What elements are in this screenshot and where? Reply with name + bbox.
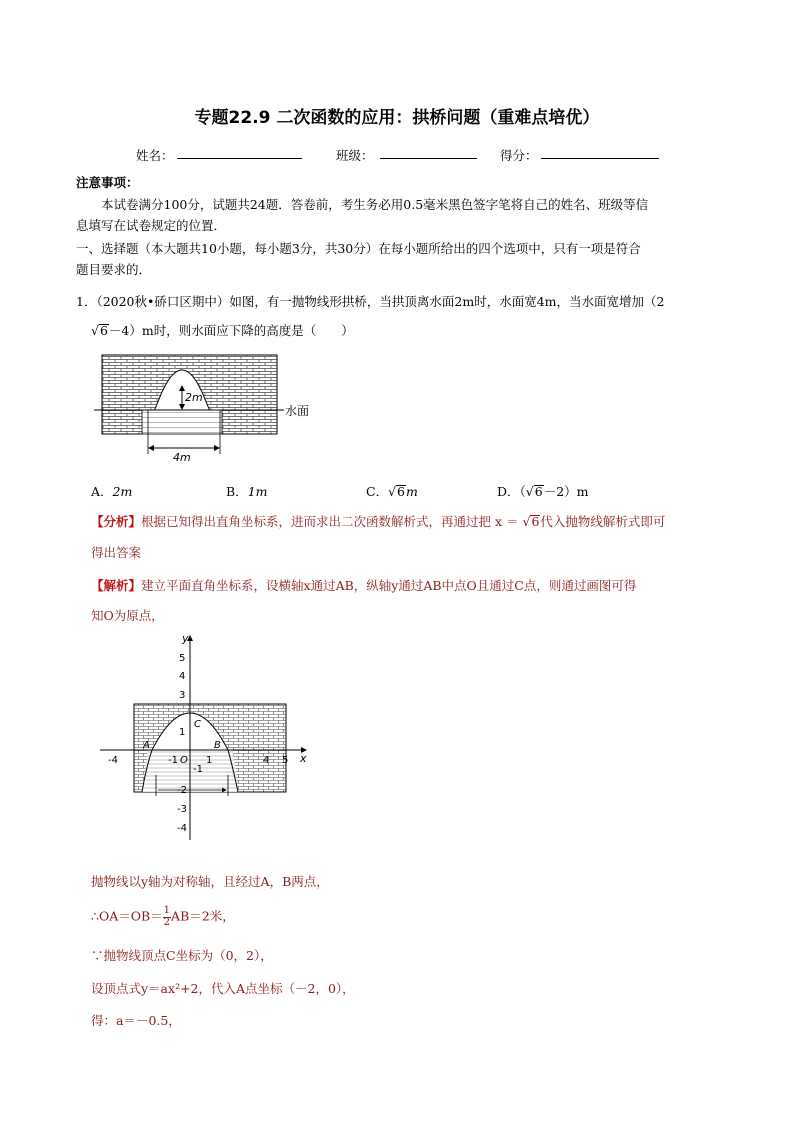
class-label: 班级： [336, 148, 374, 163]
fraction: $\frac{1}{2}$ [163, 905, 171, 928]
class-field[interactable] [380, 158, 477, 159]
option-d[interactable]: D．（√6－2）m [497, 484, 589, 499]
score-field[interactable] [541, 158, 659, 159]
bridge-figure [94, 350, 324, 462]
svg-text:-1: -1 [193, 764, 203, 775]
analysis-line-1: 【分析】根据已知得出直角坐标系，进而求出二次函数解析式，再通过把 x ＝ √6代入抛物线解析式即可 [91, 514, 666, 529]
question-1-line-2: √6－4）m时，则水面应下降的高度是（ ） [91, 323, 354, 338]
svg-text:5: 5 [179, 653, 186, 664]
page-title: 专题22.9 二次函数的应用：拱桥问题（重难点培优） [194, 108, 600, 128]
svg-text:O: O [180, 755, 188, 766]
width-label: 4m [173, 451, 191, 462]
step-2: ∴OA＝OB＝ $\frac{1}{2}$ AB＝2米， [91, 905, 235, 928]
svg-text:5: 5 [282, 755, 289, 766]
option-c[interactable]: C．√6m [366, 484, 418, 499]
notes-line-1: 本试卷满分100分，试题共24题．答卷前，考生务必用0.5毫米黑色签字笔将自己的姓名、班级等信 [101, 197, 649, 212]
question-text-2: －4）m时，则水面应下降的高度是（ ） [108, 323, 354, 338]
svg-text:-3: -3 [177, 804, 187, 815]
water-area [142, 410, 222, 434]
question-text-1: （2020秋•硚口区期中）如图，有一抛物线形拱桥，当拱顶离水面2m时，水面宽4m，当水面宽增加（2 [96, 294, 665, 309]
section-line-1: 一、选择题（本大题共10小题，每小题3分，共30分）在每小题所给出的四个选项中，只有一项是符合 [76, 241, 641, 256]
notes-heading: 注意事项： [76, 175, 139, 190]
name-field[interactable] [177, 158, 302, 159]
svg-text:3: 3 [179, 690, 186, 701]
height-label: 2m [185, 391, 203, 404]
svg-text:B: B [214, 740, 221, 751]
analysis-line-2: 得出答案 [91, 545, 142, 560]
name-label: 姓名： [136, 148, 174, 163]
question-1 [76, 292, 664, 310]
svg-text:y: y [182, 632, 189, 645]
svg-text:-2: -2 [177, 785, 187, 796]
solution-line-1: 【解析】建立平面直角坐标系，设横轴x通过AB，纵轴y通过AB中点O且通过C点，则通过画图可得 [91, 578, 637, 593]
svg-text:x: x [300, 752, 307, 765]
svg-text:-4: -4 [177, 823, 187, 834]
svg-text:-1: -1 [168, 755, 178, 766]
analysis-tag: 【分析】 [91, 514, 142, 529]
svg-text:C: C [194, 719, 201, 730]
step-5: 得：a＝－0.5， [91, 1013, 181, 1028]
solution-line-2: 知O为原点， [91, 608, 164, 623]
option-b[interactable]: B．1m [226, 484, 268, 499]
option-a[interactable]: A．2m [91, 484, 133, 499]
step-1: 抛物线以y轴为对称轴，且经过A，B两点， [91, 874, 329, 889]
svg-text:1: 1 [179, 727, 186, 738]
svg-text:4: 4 [263, 755, 270, 766]
svg-text:4: 4 [179, 671, 186, 682]
sqrt-term: 6 [99, 323, 108, 338]
score-label: 得分： [500, 148, 538, 163]
step-3: ∵抛物线顶点C坐标为（0，2）， [91, 948, 273, 963]
svg-text:A: A [143, 740, 150, 751]
question-number: 1． [76, 294, 97, 309]
water-label: 水面 [285, 404, 310, 418]
coordinate-graph [96, 630, 316, 842]
step-4: 设顶点式y＝ax²+2，代入A点坐标（－2，0）， [91, 981, 355, 996]
svg-text:1: 1 [206, 755, 213, 766]
notes-line-2: 息填写在试卷规定的位置． [76, 218, 227, 233]
svg-text:-4: -4 [108, 755, 118, 766]
solution-tag: 【解析】 [91, 578, 142, 593]
section-line-2: 题目要求的． [76, 262, 152, 277]
